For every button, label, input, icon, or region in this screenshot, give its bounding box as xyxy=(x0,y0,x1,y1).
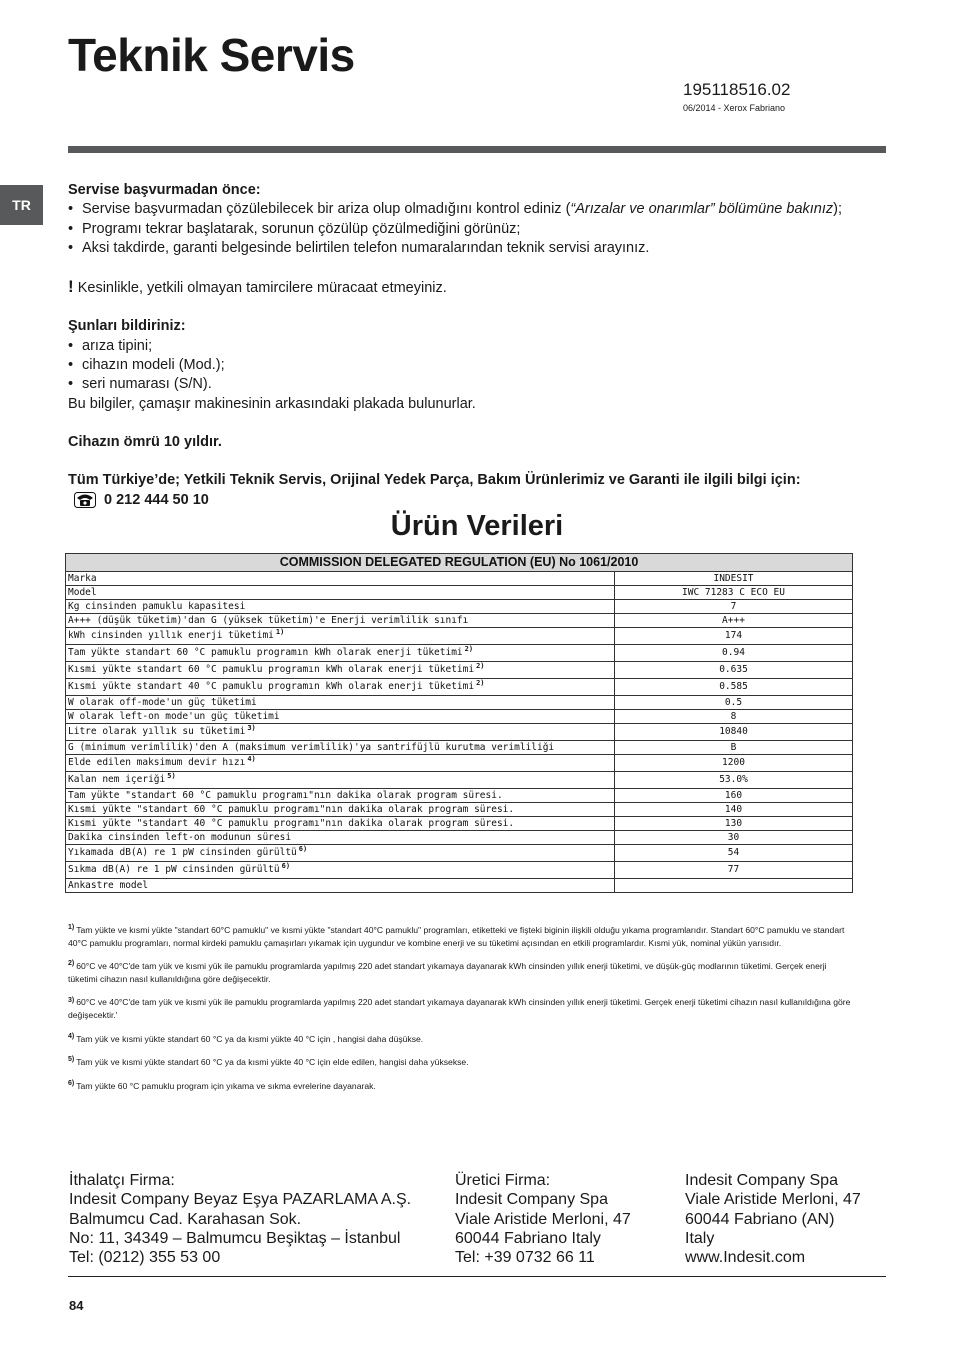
spec-value: 0.5 xyxy=(615,696,853,710)
company-line: Indesit Company Spa xyxy=(685,1172,838,1189)
spec-value: 0.635 xyxy=(615,662,853,679)
product-data-table xyxy=(65,553,853,893)
importer-line: Tel: (0212) 355 53 00 xyxy=(69,1249,221,1267)
spec-value: 8 xyxy=(615,710,853,724)
footnote xyxy=(68,924,858,949)
table-row xyxy=(66,586,853,600)
footnote-mark: 2) xyxy=(68,960,75,968)
spec-value: 0.94 xyxy=(615,645,853,662)
footnote-reference: 6) xyxy=(281,861,291,870)
spec-label-cell xyxy=(66,803,615,817)
list-item: • Programı tekrar başlatarak, sorunun çözülüp çözülmediğini görünüz; xyxy=(68,220,888,239)
spec-label: Kg cinsinden pamuklu kapasitesi xyxy=(68,601,246,612)
service-section xyxy=(68,181,888,510)
spec-value: 10840 xyxy=(615,724,853,741)
spec-label-cell xyxy=(66,572,615,586)
lifetime-note: Cihazın ömrü 10 yıldır. xyxy=(68,433,222,450)
spec-value: A+++ xyxy=(615,614,853,628)
list-item: • seri numarası (S/N). xyxy=(68,375,888,394)
spec-label-cell xyxy=(66,741,615,755)
spec-label: G (minimum verimlilik)'den A (maksimum verimlilik)'ya santrifüjlü kurutma verimliliği xyxy=(68,742,555,753)
spec-label-cell xyxy=(66,696,615,710)
footnote-text: Tam yük ve kısmi yükte standart 60 °C ya da kısmi yükte 40 °C için , hangisi daha düşükse. xyxy=(76,1033,424,1044)
footnote xyxy=(68,1080,858,1093)
footnote-text: 60°C ve 40°C'de tam yük ve kısmi yük ile pamuklu programlarda yapılmış 220 adet standart yıkamaya dayanarak kWh cinsinden yıllık enerji tüketimi. Gerçek enerji tüketimi cihazın nasıl kullanıldığına göre değişecektir.' xyxy=(68,997,851,1020)
spec-label-cell xyxy=(66,710,615,724)
footnote-reference: 4) xyxy=(247,754,256,763)
list-item: • cihazın modeli (Mod.); xyxy=(68,356,888,375)
footnote-text: Tam yükte 60 °C pamuklu program için yıkama ve sıkma evrelerine dayanarak. xyxy=(76,1080,376,1091)
table-row xyxy=(66,772,853,789)
footnote-reference: 2) xyxy=(464,644,474,653)
spec-value: 54 xyxy=(615,845,853,862)
warning-icon: ! xyxy=(68,277,74,297)
footnote-text: 60°C ve 40°C'de tam yük ve kısmi yük ile pamuklu programlarda yapılmış 220 adet standart yıkamaya dayanarak kWh cinsinden yıllık enerji tüketimi, ve düşük-güç modlarının tüketimi. Gerçek enerji tüketimi cihazın nasıl kullanıldığına göre değişecektir. xyxy=(68,961,827,984)
spec-label: Marka xyxy=(68,573,97,584)
spec-label-cell xyxy=(66,845,615,862)
spec-value: 53.0% xyxy=(615,772,853,789)
spec-label: Kısmi yükte standart 40 °C pamuklu programın kWh olarak enerji tüketimi xyxy=(68,681,475,692)
inform-note: Bu bilgiler, çamaşır makinesinin arkasındaki plakada bulunurlar. xyxy=(68,395,476,412)
spec-label-cell xyxy=(66,645,615,662)
table-row xyxy=(66,614,853,628)
spec-label-cell xyxy=(66,789,615,803)
cross-reference: “Arızalar ve onarımlar” bölümüne bakınız xyxy=(570,201,834,218)
phone-number: 0 212 444 50 10 xyxy=(104,491,209,508)
footnote-mark: 3) xyxy=(68,996,75,1004)
table-row xyxy=(66,789,853,803)
header-rule xyxy=(68,146,886,153)
spec-label: Sıkma dB(A) re 1 pW cinsinden gürültü xyxy=(68,864,280,875)
manufacturer-address xyxy=(455,1171,631,1267)
manufacturer-line: Üretici Firma: xyxy=(455,1172,551,1189)
spec-label: Kalan nem içeriği xyxy=(68,774,166,785)
table-row xyxy=(66,879,853,893)
manufacturer-line: Tel: +39 0732 66 11 xyxy=(455,1249,595,1267)
footnote-reference: 1) xyxy=(275,627,285,636)
spec-label: Elde edilen maksimum devir hızı xyxy=(68,757,246,768)
inform-list xyxy=(68,337,888,395)
telephone-icon xyxy=(74,492,96,508)
company-line: Viale Aristide Merloni, 47 xyxy=(685,1191,861,1209)
spec-value: 0.585 xyxy=(615,679,853,696)
spec-value: B xyxy=(615,741,853,755)
spec-label: Dakika cinsinden left-on modunun süresi xyxy=(68,832,292,843)
spec-value: 174 xyxy=(615,628,853,645)
spec-label-cell xyxy=(66,772,615,789)
table-row xyxy=(66,741,853,755)
spec-value: INDESIT xyxy=(615,572,853,586)
spec-label: Tam yükte standart 60 °C pamuklu programın kWh olarak enerji tüketimi xyxy=(68,647,463,658)
spec-label: Kısmi yükte "standart 60 °C pamuklu programı"nın dakika olarak program süresi. xyxy=(68,804,515,815)
manufacturer-line: Indesit Company Spa xyxy=(455,1191,608,1209)
footer-rule xyxy=(68,1276,886,1277)
footnote xyxy=(68,1056,858,1069)
table-row xyxy=(66,845,853,862)
table-row xyxy=(66,662,853,679)
spec-label: Yıkamada dB(A) re 1 pW cinsinden gürültü xyxy=(68,847,297,858)
footnote-text: Tam yük ve kısmi yükte standart 60 °C ya da kısmi yükte 40 °C için elde edilen, hangisi daha yüksekse. xyxy=(76,1057,469,1068)
footnote-reference: 2) xyxy=(476,661,485,670)
spec-value: 1200 xyxy=(615,755,853,772)
page-number: 84 xyxy=(69,1298,84,1313)
importer-address xyxy=(69,1171,411,1267)
spec-label: Litre olarak yıllık su tüketimi xyxy=(68,726,246,737)
spec-label: kWh cinsinden yıllık enerji tüketimi xyxy=(68,630,274,641)
product-data-title: Ürün Verileri xyxy=(390,510,564,542)
document-code: 195118516.02 xyxy=(683,80,791,99)
spec-label-cell xyxy=(66,600,615,614)
footnote-reference: 5) xyxy=(167,771,176,780)
spec-label: Model xyxy=(68,587,97,598)
spec-label-cell xyxy=(66,862,615,879)
spec-label: Kısmi yükte standart 60 °C pamuklu programın kWh olarak enerji tüketimi xyxy=(68,664,475,675)
table-row xyxy=(66,862,853,879)
spec-value: 140 xyxy=(615,803,853,817)
spec-label: W olarak off-mode'un güç tüketimi xyxy=(68,697,257,708)
table-row xyxy=(66,645,853,662)
footnote-reference: 6) xyxy=(298,844,308,853)
contact-line: Tüm Türkiye’de; Yetkili Teknik Servis, Orijinal Yedek Parça, Bakım Ürünlerimiz ve Garanti ile ilgili bilgi için: xyxy=(68,472,801,489)
footnote-mark: 1) xyxy=(68,924,75,932)
table-row xyxy=(66,696,853,710)
footnote xyxy=(68,960,858,985)
before-service-title: Servise başvurmadan önce: xyxy=(68,182,261,198)
list-item: • Aksi takdirde, garanti belgesinde belirtilen telefon numaralarından teknik servisi arayınız. xyxy=(68,239,888,258)
spec-value: 7 xyxy=(615,600,853,614)
spec-value: 130 xyxy=(615,817,853,831)
spec-label: A+++ (düşük tüketim)'dan G (yüksek tüketim)'e Enerji verimlilik sınıfı xyxy=(68,615,469,626)
manufacturer-line: Viale Aristide Merloni, 47 xyxy=(455,1210,631,1228)
table-row xyxy=(66,710,853,724)
importer-line: No: 11, 34349 – Balmumcu Beşiktaş – İstanbul xyxy=(69,1229,401,1247)
spec-label-cell xyxy=(66,879,615,893)
spec-label-cell xyxy=(66,831,615,845)
footnote-reference: 3) xyxy=(247,723,256,732)
spec-value: 77 xyxy=(615,862,853,879)
table-row xyxy=(66,679,853,696)
footnote-mark: 5) xyxy=(68,1056,75,1064)
spec-label-cell xyxy=(66,755,615,772)
warning-note: ! Kesinlikle, yetkili olmayan tamircilere müracaat etmeyiniz. xyxy=(68,277,447,297)
language-tab: TR xyxy=(0,185,43,225)
service-phone xyxy=(68,491,888,510)
spec-label: Kısmi yükte "standart 40 °C pamuklu programı"nın dakika olarak program süresi. xyxy=(68,818,515,829)
spec-value xyxy=(615,879,853,893)
footnotes xyxy=(68,924,858,1103)
table-header: COMMISSION DELEGATED REGULATION (EU) No 1061/2010 xyxy=(66,554,853,572)
table-row xyxy=(66,600,853,614)
importer-line: İthalatçı Firma: xyxy=(69,1172,175,1189)
table-row xyxy=(66,628,853,645)
table-row xyxy=(66,817,853,831)
table-row xyxy=(66,572,853,586)
spec-label: Tam yükte "standart 60 °C pamuklu programı"nın dakika olarak program süresi. xyxy=(68,790,503,801)
table-row xyxy=(66,724,853,741)
importer-line: Balmumcu Cad. Karahasan Sok. xyxy=(69,1210,302,1228)
footnote-text: Tam yükte ve kısmi yükte "standart 60°C pamuklu" ve kısmi yükte "standart 40°C pamuklu" programları, etiketteki ve fişteki biginin ilişkili olduğu yıkama programlarıdır. Standart 60°C pamuklu ve standart 40°C pamuklu programları, normal kirdeki pamuklu çamaşırları yıkamak için uygundur ve kombine enerji ve su tüketimi açısından en etkili programlardır. Kısmi yük, nominal yükün yarısıdır. xyxy=(68,925,845,948)
company-line: 60044 Fabriano (AN) xyxy=(685,1210,835,1228)
footnote xyxy=(68,1033,858,1046)
spec-label-cell xyxy=(66,724,615,741)
spec-label-cell xyxy=(66,628,615,645)
spec-label-cell xyxy=(66,679,615,696)
importer-line: Indesit Company Beyaz Eşya PAZARLAMA A.Ş. xyxy=(69,1191,412,1209)
spec-label-cell xyxy=(66,662,615,679)
company-address xyxy=(685,1171,861,1267)
footnote-mark: 4) xyxy=(68,1032,75,1040)
spec-label: W olarak left-on mode'un güç tüketimi xyxy=(68,711,280,722)
footnote-mark: 6) xyxy=(68,1079,75,1087)
list-item: • arıza tipini; xyxy=(68,337,888,356)
manufacturer-line: 60044 Fabriano Italy xyxy=(455,1229,601,1247)
page-title: Teknik Servis xyxy=(68,29,355,81)
spec-label-cell xyxy=(66,614,615,628)
spec-label: Ankastre model xyxy=(68,880,149,891)
spec-label-cell xyxy=(66,586,615,600)
company-line: Italy xyxy=(685,1229,715,1247)
inform-title: Şunları bildiriniz: xyxy=(68,318,186,335)
spec-label-cell xyxy=(66,817,615,831)
footnote xyxy=(68,996,858,1021)
spec-value: 30 xyxy=(615,831,853,845)
table-row xyxy=(66,831,853,845)
footnote-reference: 2) xyxy=(476,678,485,687)
table-row xyxy=(66,803,853,817)
list-item: • Servise başvurmadan çözülebilecek bir ariza olup olmadığını kontrol ediniz (“Arızalar ve onarımlar” bölümüne bakınız); xyxy=(68,200,888,219)
company-website: www.Indesit.com xyxy=(685,1249,806,1267)
spec-value: IWC 71283 C ECO EU xyxy=(615,586,853,600)
before-service-list xyxy=(68,200,888,258)
document-meta: 06/2014 - Xerox Fabriano xyxy=(683,103,786,113)
spec-value: 160 xyxy=(615,789,853,803)
table-row xyxy=(66,755,853,772)
